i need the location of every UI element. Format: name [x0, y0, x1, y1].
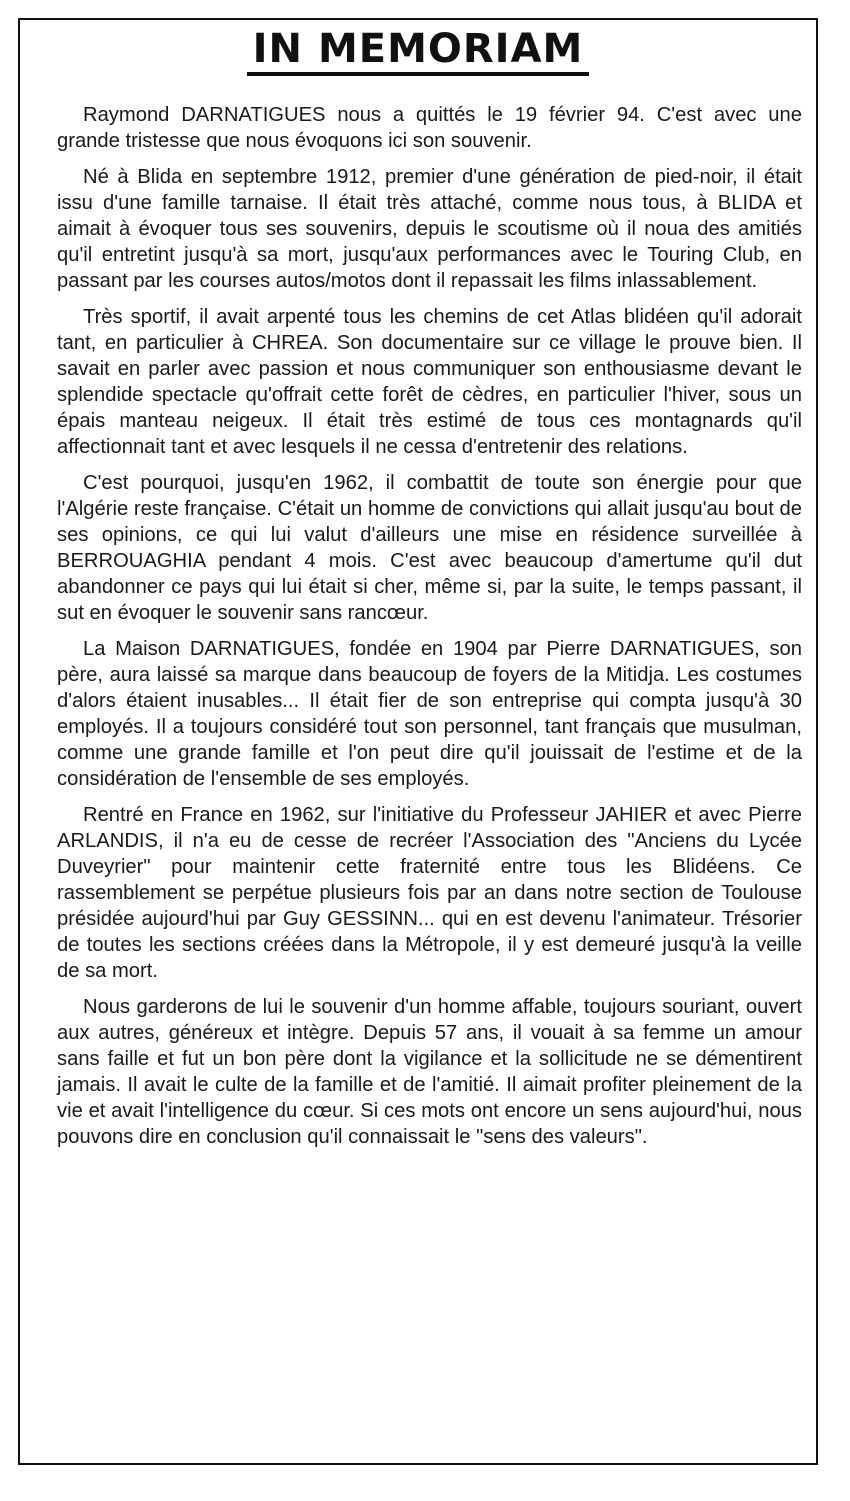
- article-paragraph-1: Raymond DARNATIGUES nous a quittés le 19 février 94. C'est avec une grande tristesse que nous évoquons ici son souvenir.: [57, 104, 802, 152]
- article-body: [57, 102, 802, 1150]
- article-paragraph-6: Rentré en France en 1962, sur l'initiative du Professeur JAHIER et avec Pierre ARLANDIS, il n'a eu de cesse de recréer l'Association des "Anciens du Lycée Duveyrier" pour maintenir cette fraternité entre tous les Blidéens. Ce rassemblement se perpétue plusieurs fois par an dans notre section de Toulouse présidée aujourd'hui par Guy GESSINN... qui en est devenu l'animateur. Trésorier de toutes les sections créées dans la Métropole, il y est demeuré jusqu'à la veille de sa mort.: [57, 804, 802, 982]
- article-paragraph-7: Nous garderons de lui le souvenir d'un homme affable, toujours souriant, ouvert aux autres, généreux et intègre. Depuis 57 ans, il vouait à sa femme un amour sans faille et fut un bon père dont la vigilance et la sollicitude ne se démentirent jamais. Il avait le culte de la famille et de l'amitié. Il aimait profiter pleinement de la vie et avait l'intelligence du cœur. Si ces mots ont encore un sens aujourd'hui, nous pouvons dire en conclusion qu'il connaissait le "sens des valeurs".: [57, 996, 802, 1148]
- article-paragraph-2: Né à Blida en septembre 1912, premier d'une génération de pied-noir, il était issu d'une famille tarnaise. Il était très attaché, comme nous tous, à BLIDA et aimait à évoquer tous ses souvenirs, depuis le scoutisme où il noua des amitiés qu'il entretint jusqu'à sa mort, jusqu'aux performances avec le Touring Club, en passant par les courses autos/motos dont il repassait les films inlassablement.: [57, 166, 802, 292]
- article-paragraph-5: La Maison DARNATIGUES, fondée en 1904 par Pierre DARNATIGUES, son père, aura laissé sa marque dans beaucoup de foyers de la Mitidja. Les costumes d'alors étaient inusables... Il était fier de son entreprise qui compta jusqu'à 30 employés. Il a toujours considéré tout son personnel, tant français que musulman, comme une grande famille et l'on peut dire qu'il jouissait de l'estime et de la considération de l'ensemble de ses employés.: [57, 638, 802, 790]
- memoriam-article-box: [18, 18, 818, 1465]
- article-title: IN MEMORIAM: [247, 26, 590, 76]
- article-paragraph-3: Très sportif, il avait arpenté tous les chemins de cet Atlas blidéen qu'il adorait tant, en particulier à CHREA. Son documentaire sur ce village le prouve bien. Il savait en parler avec passion et nous communiquer son enthousiasme devant le splendide spectacle qu'offrait cette forêt de cèdres, en particulier l'hiver, sous un épais manteau neigeux. Il était très estimé de tous ces montagnards qu'il affectionnait tant et avec lesquels il ne cessa d'entretenir des relations.: [57, 306, 802, 458]
- article-paragraph-4: C'est pourquoi, jusqu'en 1962, il combattit de toute son énergie pour que l'Algérie reste française. C'était un homme de convictions qui allait jusqu'au bout de ses opinions, ce qui lui valut d'ailleurs une mise en résidence surveillée à BERROUAGHIA pendant 4 mois. C'est avec beaucoup d'amertume qu'il dut abandonner ce pays qui lui était si cher, même si, par la suite, le temps passant, il sut en évoquer le souvenir sans rancœur.: [57, 472, 802, 624]
- article-title-wrapper: [20, 24, 816, 76]
